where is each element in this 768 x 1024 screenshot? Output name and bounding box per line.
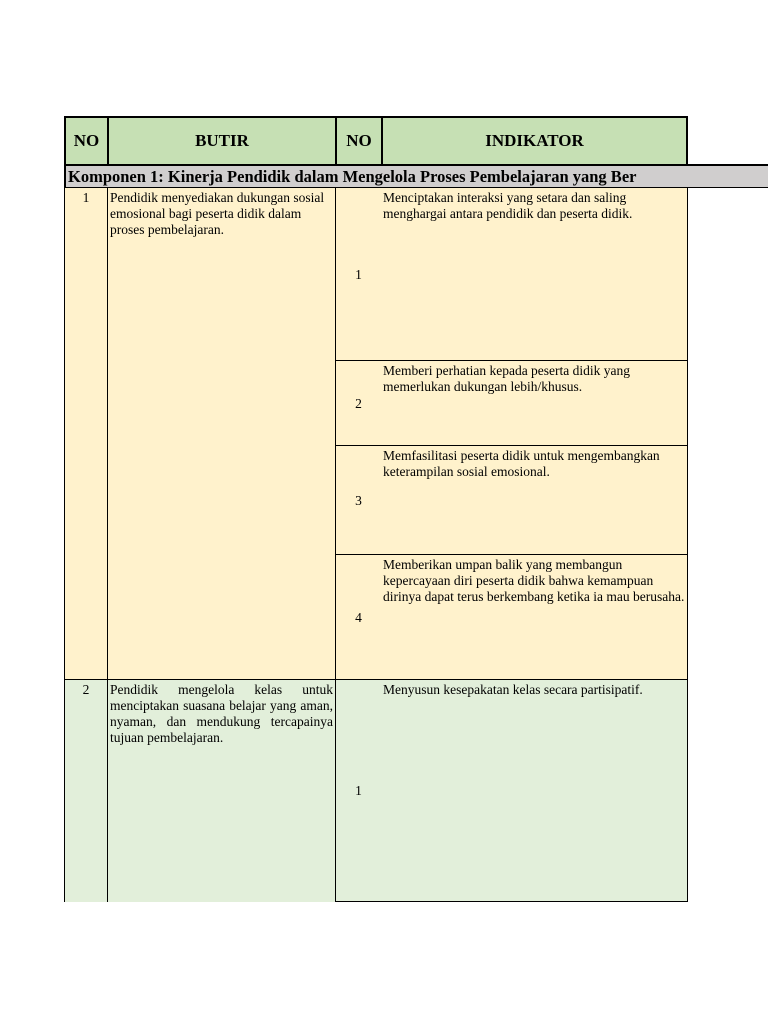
indikator-no: 3 [335, 445, 382, 555]
indikator-text: Memfasilitasi peserta didik untuk mengembangkan keterampilan sosial emosional. [381, 445, 688, 555]
indikator-text: Memberi perhatian kepada peserta didik yang memerlukan dukungan lebih/khusus. [381, 360, 688, 446]
indikator-no: 1 [335, 679, 382, 902]
indikator-text: Menyusun kesepakatan kelas secara partisipatif. [381, 679, 688, 902]
indikator-text: Menciptakan interaksi yang setara dan saling menghargai antara pendidik dan peserta didik. [381, 188, 688, 361]
header-no: NO [64, 116, 109, 166]
header-indikator: INDIKATOR [381, 116, 688, 166]
indikator-text: Memberikan umpan balik yang membangun kepercayaan diri peserta didik bahwa kemampuan dirinya dapat terus berkembang ketika ia mau berusaha. [381, 554, 688, 680]
indikator-no: 2 [335, 360, 382, 446]
komponen-title: Komponen 1: Kinerja Pendidik dalam Mengelola Proses Pembelajaran yang Ber [64, 164, 768, 188]
indikator-no: 1 [335, 188, 382, 361]
header-butir: BUTIR [107, 116, 337, 166]
butir-no: 1 [64, 188, 108, 680]
indikator-no: 4 [335, 554, 382, 680]
header-no-indikator: NO [335, 116, 383, 166]
butir-text: Pendidik menyediakan dukungan sosial emosional bagi peserta didik dalam proses pembelajaran. [108, 188, 336, 680]
butir-text: Pendidik mengelola kelas untuk menciptakan suasana belajar yang aman, nyaman, dan mendukung tercapainya tujuan pembelajaran. [108, 679, 336, 902]
butir-no: 2 [64, 679, 108, 902]
